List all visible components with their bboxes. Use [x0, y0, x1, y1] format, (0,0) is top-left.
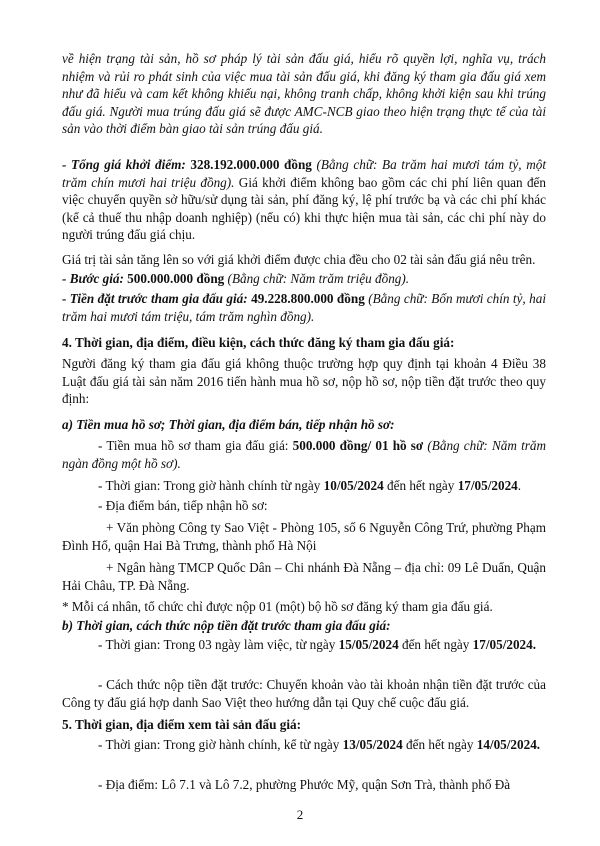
subsection-a-heading	[62, 416, 546, 434]
sale-time-mid: đến hết ngày	[383, 478, 458, 493]
subsection-a-title: a) Tiền mua hồ sơ; Thời gian, địa điểm bán, tiếp nhận hồ sơ:	[62, 417, 395, 432]
paragraph-bid-step	[62, 270, 546, 288]
paragraph-deposit	[62, 290, 546, 325]
sale-time-label: - Thời gian: Trong giờ hành chính từ ngày	[98, 478, 324, 493]
paragraph-one-dossier	[62, 598, 546, 616]
subsection-b-title: b) Thời gian, cách thức nộp tiền đặt trước tham gia đấu giá:	[62, 618, 391, 633]
page-number: 2	[296, 807, 304, 822]
asset-status-text: về hiện trạng tài sản, hồ sơ pháp lý tài sản đấu giá, hiểu rõ quyền lợi, nghĩa vụ, trách nhiệm và rủi ro phát sinh của việc mua tài sản đấu giá, khi đăng ký tham gia đấu giá xem như đã hiểu và cam kết không khiếu nại, không tranh chấp, không khởi kiện sau khi trúng đấu giá. Người mua trúng đấu giá sẽ được AMC-NCB giao theo hiện trạng thực tế của tài sản vào thời điểm bàn giao tài sản trúng đấu giá.	[62, 51, 546, 137]
viewing-time-mid: đến hết ngày	[402, 737, 477, 752]
subsection-b-heading	[62, 617, 546, 635]
paragraph-asset-status	[62, 50, 546, 138]
deposit-value: 49.228.800.000 đồng	[251, 291, 365, 306]
starting-price-note: Giá khởi điểm không bao gồm các chi phí liên quan đến việc chuyển quyền sở hữu/sử dụng tài sản, phí đăng ký, lệ phí trước bạ và các chi phí khác (kể cả thuế thu nhập doanh nghiệp) (nếu có) khi thực hiện mua tài sản, các chi phí này do người trúng đấu giá chịu.	[62, 174, 546, 243]
paragraph-deposit-method	[62, 676, 546, 711]
viewing-end-date: 14/05/2024.	[476, 737, 541, 752]
deposit-method-text: - Cách thức nộp tiền đặt trước: Chuyển khoản vào tài khoản nhận tiền đặt trước của Công ty đấu giá hợp danh Sao Việt theo hướng dẫn tại Quy chế cuộc đấu giá.	[62, 677, 546, 710]
viewing-start-date: 13/05/2024	[342, 737, 403, 752]
value-split-text: Giá trị tài sản tăng lên so với giá khởi điểm được chia đều cho 02 tài sản đấu giá nêu trên.	[62, 252, 536, 267]
viewing-location-text: - Địa điểm: Lô 7.1 và Lô 7.2, phường Phước Mỹ, quận Sơn Trà, thành phố Đà	[98, 777, 511, 792]
dossier-fee-label: - Tiền mua hồ sơ tham gia đấu giá:	[98, 438, 293, 453]
paragraph-viewing-time	[62, 736, 546, 754]
deposit-start-date: 15/05/2024	[338, 637, 399, 652]
deposit-label: - Tiền đặt trước tham gia đấu giá:	[62, 291, 252, 306]
deposit-time-mid: đến hết ngày	[398, 637, 473, 652]
paragraph-office-address	[62, 519, 546, 554]
dossier-fee-value: 500.000 đồng/ 01 hồ sơ	[292, 438, 424, 453]
starting-price-label: - Tổng giá khởi điểm:	[62, 157, 191, 172]
bank-address-text: + Ngân hàng TMCP Quốc Dân – Chi nhánh Đà Nẵng – địa chỉ: 09 Lê Duẩn, Quận Hải Châu, TP. Đà Nẵng.	[62, 560, 546, 593]
section-5-heading	[62, 716, 546, 734]
deposit-time-label: - Thời gian: Trong 03 ngày làm việc, từ ngày	[98, 637, 339, 652]
dossier-fee-words: (Bằng chữ: Năm trăm ngàn đồng một hồ sơ).	[62, 438, 546, 471]
paragraph-value-split	[62, 251, 546, 269]
paragraph-viewing-location	[62, 776, 546, 794]
paragraph-starting-price	[62, 156, 546, 244]
paragraph-bank-address	[62, 559, 546, 594]
one-dossier-text: * Mỗi cá nhân, tổ chức chỉ được nộp 01 (một) bộ hồ sơ đăng ký tham gia đấu giá.	[62, 599, 493, 614]
office-address-text: + Văn phòng Công ty Sao Việt - Phòng 105, số 6 Nguyễn Công Trứ, phường Phạm Đình Hổ, quận Hai Bà Trưng, thành phố Hà Nội	[62, 520, 546, 553]
section-4-heading	[62, 334, 546, 352]
deposit-end-date: 17/05/2024.	[472, 637, 537, 652]
sale-location-label: - Địa điểm bán, tiếp nhận hồ sơ:	[98, 498, 268, 513]
section-5-title: 5. Thời gian, địa điểm xem tài sản đấu giá:	[62, 717, 301, 732]
deposit-words: (Bằng chữ: Bốn mươi chín tỷ, hai trăm hai mươi tám triệu, tám trăm nghìn đồng).	[62, 291, 546, 324]
paragraph-registration	[62, 355, 546, 408]
sale-start-date: 10/05/2024	[323, 478, 384, 493]
bid-step-value: 500.000.000 đồng	[127, 271, 225, 286]
paragraph-deposit-time	[62, 636, 546, 654]
viewing-time-label: - Thời gian: Trong giờ hành chính, kể từ ngày	[98, 737, 343, 752]
bid-step-words: (Bằng chữ: Năm trăm triệu đồng).	[224, 271, 410, 286]
starting-price-value: 328.192.000.000 đồng	[190, 157, 312, 172]
section-4-title: 4. Thời gian, địa điểm, điều kiện, cách thức đăng ký tham gia đấu giá:	[62, 335, 455, 350]
registration-text: Người đăng ký tham gia đấu giá không thuộc trường hợp quy định tại khoản 4 Điều 38 Luật đấu giá tài sản năm 2016 tiến hành mua hồ sơ, nộp hồ sơ, nộp tiền đặt trước theo quy định:	[62, 356, 546, 407]
paragraph-sale-location	[62, 497, 546, 515]
sale-end-date: 17/05/2024	[457, 478, 518, 493]
starting-price-words: (Bằng chữ: Ba trăm hai mươi tám tỷ, một trăm chín mươi hai triệu đồng).	[62, 157, 547, 190]
sale-time-end: .	[517, 478, 522, 493]
bid-step-label: - Bước giá:	[62, 271, 128, 286]
paragraph-dossier-fee	[62, 437, 546, 472]
paragraph-sale-time	[62, 477, 546, 495]
